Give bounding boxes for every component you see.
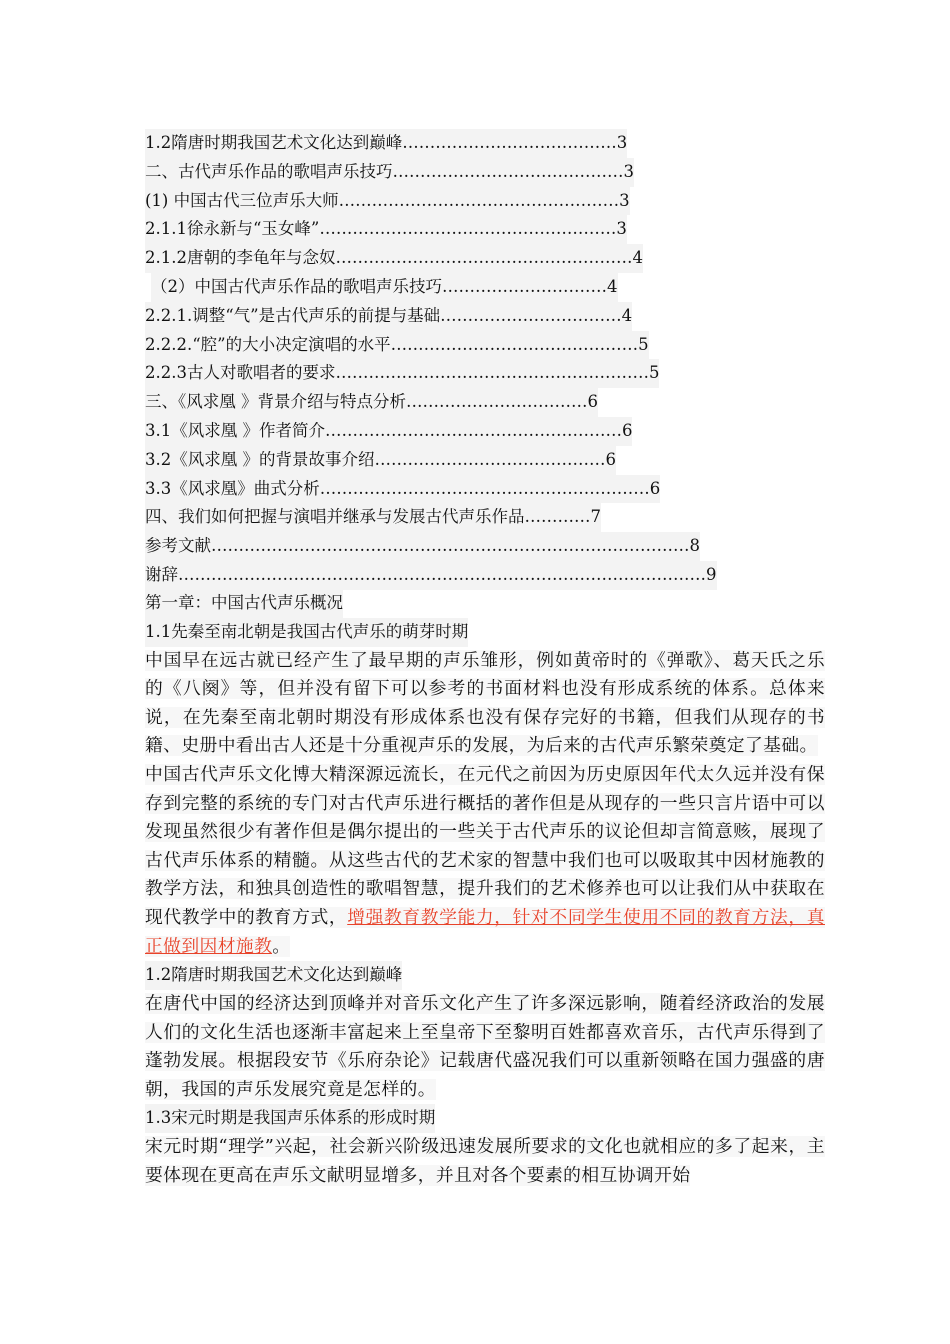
toc-entry-text: （2）中国古代声乐作品的歌唱声乐技巧…………………………4 <box>151 273 618 302</box>
toc-entry[interactable] <box>145 417 845 446</box>
toc-entry-text: 2.2.1.调整“气”是古代声乐的前提与基础……………………………4 <box>145 302 632 331</box>
toc-entry[interactable] <box>145 244 845 273</box>
section-heading-1-1: 1.1先秦至南北朝是我国古代声乐的萌芽时期 <box>145 618 825 647</box>
section-heading-1-3: 1.3宋元时期是我国声乐体系的形成时期 <box>145 1104 825 1133</box>
paragraph-3: 在唐代中国的经济达到顶峰并对音乐文化产生了许多深远影响，随着经济政治的发展人们的文化生活也逐渐丰富起来上至皇帝下至黎明百姓都喜欢音乐，古代声乐得到了蓬勃发展。根据段安节《乐府杂论》记载唐代盛况我们可以重新领略在国力强盛的唐朝，我国的声乐发展究竟是怎样的。 <box>145 992 825 1100</box>
toc-entry-text: 2.2.2.“腔”的大小决定演唱的水平………………………………………5 <box>145 331 649 360</box>
toc-entry-text: 1.2隋唐时期我国艺术文化达到巅峰…………………………………3 <box>145 129 627 158</box>
paragraph-4: 宋元时期“理学”兴起，社会新兴阶级迅速发展所要求的文化也就相应的多了起来，主要体现在更高在声乐文献明显增多，并且对各个要素的相互协调开始 <box>145 1136 825 1186</box>
section-heading-1-2: 1.2隋唐时期我国艺术文化达到巅峰 <box>145 961 825 990</box>
paragraph-2: 中国古代声乐文化博大精深源远流长，在元代之前因为历史原因年代太久远并没有保存到完整的系统的专门对古代声乐进行概括的著作但是从现存的一些只言片语中可以发现虽然很少有著作但是偶尔提出的一些关于古代声乐的议论但却言简意赅，展现了古代声乐体系的精髓。从这些古代的艺术家的智慧中我们也可以吸取其中因材施教的教学方法，和独具创造性的歌唱智慧，提升我们的艺术修养也可以让我们从中获取在现代教学中的教育方式，增强教育教学能力，针对不同学生使用不同的教育方法，真正做到因材施教。 <box>145 763 825 957</box>
toc-entry[interactable] <box>145 273 845 302</box>
toc-entry[interactable] <box>145 302 845 331</box>
toc-entry[interactable] <box>145 129 845 158</box>
toc-entry-text: 2.1.1徐永新与“玉女峰”………………………………………………3 <box>145 215 627 244</box>
highlighted-link-text[interactable]: 增强教育教学能力，针对不同学生使用不同的教育方法，真正做到因材施教 <box>145 906 825 957</box>
toc-entry-text: 参考文献……………………………………………………………………………8 <box>145 532 700 561</box>
toc-entry-text: 三、《风求凰 》背景介绍与特点分析……………………………6 <box>145 388 598 417</box>
toc-entry[interactable] <box>145 503 845 532</box>
document-body <box>145 589 825 1190</box>
toc-entry-text: 3.2《风求凰 》的背景故事介绍……………………………………6 <box>145 446 616 475</box>
toc-entry[interactable] <box>145 158 845 187</box>
toc-entry[interactable] <box>145 532 845 561</box>
toc-entry[interactable] <box>145 561 845 590</box>
toc-entry-text: 二、古代声乐作品的歌唱声乐技巧……………………………………3 <box>145 158 634 187</box>
toc-entry[interactable] <box>145 359 845 388</box>
toc-entry[interactable] <box>145 446 845 475</box>
toc-entry[interactable] <box>145 331 845 360</box>
toc-entry[interactable] <box>145 388 845 417</box>
table-of-contents <box>145 129 845 590</box>
toc-entry[interactable] <box>145 215 845 244</box>
toc-entry-text: 3.3《风求凰》曲式分析……………………………………………………6 <box>145 475 660 504</box>
toc-entry-text: 3.1《风求凰 》作者简介………………………………………………6 <box>145 417 632 446</box>
toc-entry-text: 2.1.2唐朝的李龟年与念奴………………………………………………4 <box>145 244 643 273</box>
toc-entry[interactable] <box>145 187 845 216</box>
toc-entry-text: 谢辞……………………………………………………………………………………9 <box>145 561 717 590</box>
paragraph-1: 中国早在远古就已经产生了最早期的声乐雏形，例如黄帝时的《弹歌》、葛天氏之乐的《八阕》等，但并没有留下可以参考的书面材料也没有形成系统的体系。总体来说，在先秦至南北朝时期没有形成体系也没有保存完好的书籍，但我们从现存的书籍、史册中看出古人还是十分重视声乐的发展，为后来的古代声乐繁荣奠定了基础。 <box>145 649 825 757</box>
toc-entry-text: 四、我们如何把握与演唱并继承与发展古代声乐作品…………7 <box>145 503 601 532</box>
chapter-title: 第一章：中国古代声乐概况 <box>145 589 825 618</box>
toc-entry-text: 2.2.3古人对歌唱者的要求…………………………………………………5 <box>145 359 659 388</box>
toc-entry[interactable] <box>145 475 845 504</box>
toc-entry-text: (1) 中国古代三位声乐大师……………………………………………3 <box>145 187 630 216</box>
